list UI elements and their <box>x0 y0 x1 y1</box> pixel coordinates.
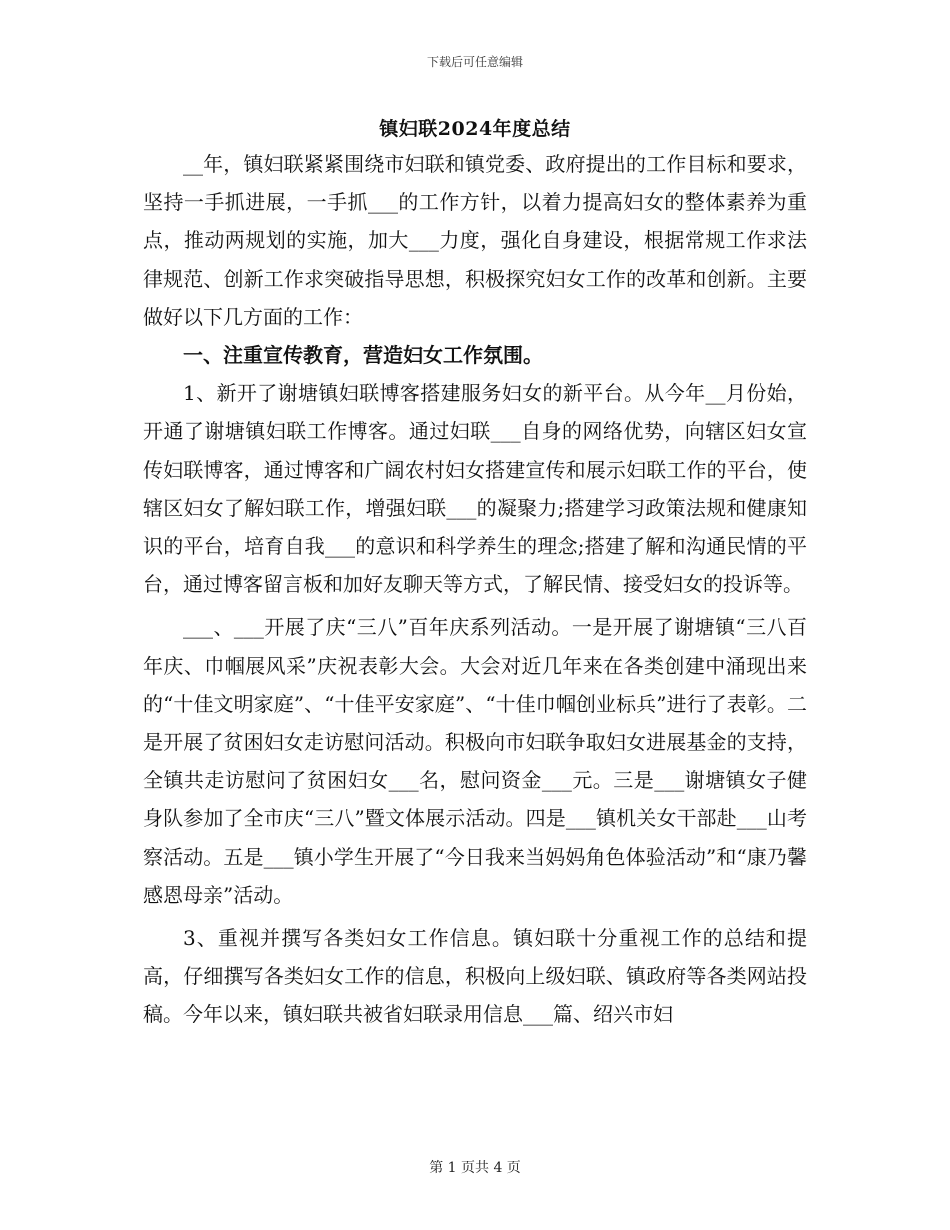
paragraph-item-2: ___、___开展了庆“三八”百年庆系列活动。一是开展了谢塘镇“三八百年庆、巾帼展风采”庆祝表彰大会。大会对近几年来在各类创建中涌现出来的“十佳文明家庭”、“十佳平安家庭”、“十佳巾帼创业标兵”进行了表彰。二是开展了贫困妇女走访慰问活动。积极向市妇联争取妇女进展基金的支持，全镇共走访慰问了贫困妇女___名，慰问资金___元。三是___谢塘镇女子健身队参加了全市庆“三八”暨文体展示活动。四是___镇机关女干部赴___山考察活动。五是___镇小学生开展了“今日我来当妈妈角色体验活动”和“康乃馨感恩母亲”活动。 <box>143 615 807 907</box>
paragraph-intro: __年，镇妇联紧紧围绕市妇联和镇党委、政府提出的工作目标和要求，坚持一手抓进展，一手抓___的工作方针，以着力提高妇女的整体素养为重点，推动两规划的实施，加大___力度，强化自身建设，根据常规工作求法律规范、创新工作求突破指导思想，积极探究妇女工作的改革和创新。主要做好以下几方面的工作： <box>143 152 807 329</box>
section-heading: 一、注重宣传教育，营造妇女工作氛围。 <box>183 343 543 368</box>
document-title: 镇妇联2024年度总结 <box>379 118 571 140</box>
paragraph-item-3: 3、重视并撰写各类妇女工作信息。镇妇联十分重视工作的总结和提高，仔细撰写各类妇女工作的信息，积极向上级妇联、镇政府等各类网站投稿。今年以来，镇妇联共被省妇联录用信息___篇、绍兴市妇 <box>143 926 807 1027</box>
header-note: 下载后可任意编辑 <box>426 55 523 69</box>
document-body <box>143 145 807 1034</box>
page-footer: 第 1 页共 4 页 <box>429 1160 521 1176</box>
paragraph-item-1: 1、新开了谢塘镇妇联博客搭建服务妇女的新平台。从今年__月份始，开通了谢塘镇妇联工作博客。通过妇联___自身的网络优势，向辖区妇女宣传妇联博客，通过博客和广阔农村妇女搭建宣传和展示妇联工作的平台，使辖区妇女了解妇联工作，增强妇联___的凝聚力;搭建学习政策法规和健康知识的平台，培育自我___的意识和科学养生的理念;搭建了解和沟通民情的平台，通过博客留言板和加好友聊天等方式，了解民情、接受妇女的投诉等。 <box>143 381 807 597</box>
